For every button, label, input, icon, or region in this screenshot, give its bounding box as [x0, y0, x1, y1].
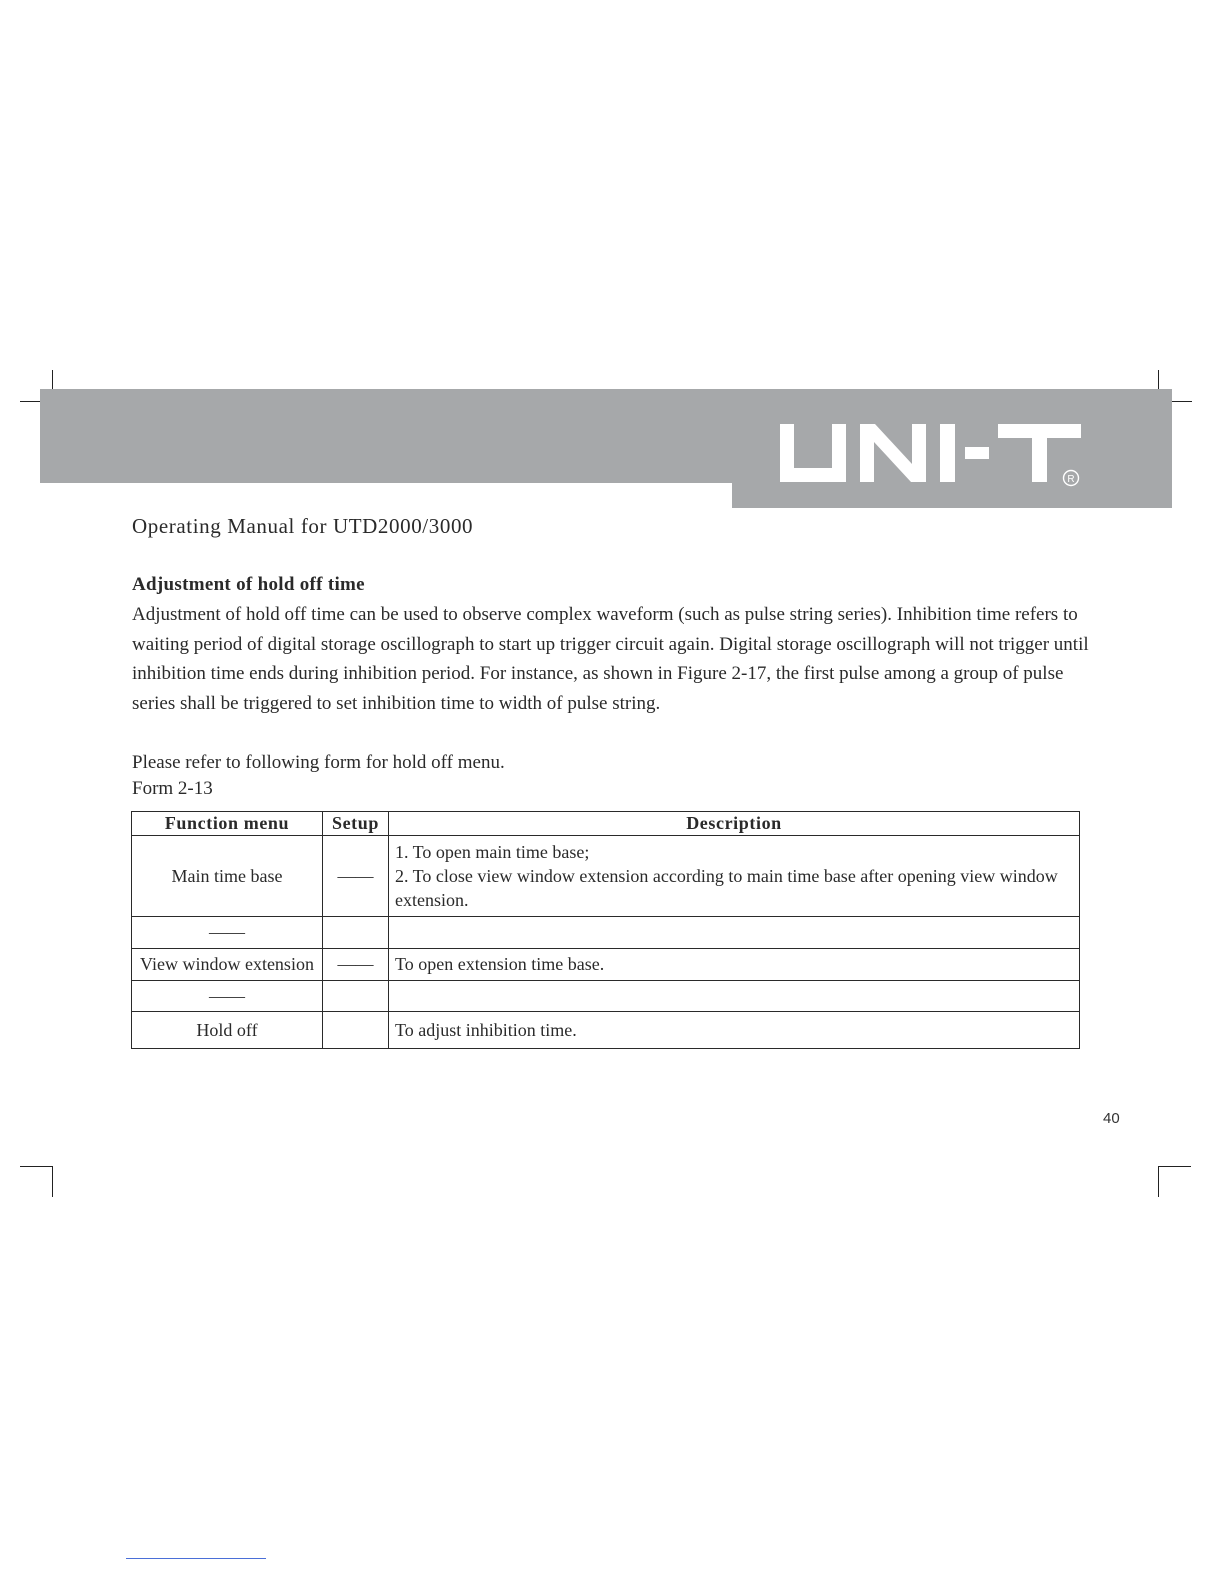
- table-row: [132, 836, 1080, 917]
- header-description: Description: [389, 812, 1080, 836]
- crop-mark: [52, 1166, 53, 1197]
- bottom-rule: [126, 1558, 266, 1559]
- brand-logo: [776, 412, 1086, 492]
- crop-mark: [1172, 401, 1192, 402]
- cell-setup: [323, 1012, 389, 1049]
- cell-function: ——: [132, 981, 323, 1012]
- svg-text:R: R: [1067, 474, 1075, 485]
- table-row: [132, 948, 1080, 980]
- section-body: Adjustment of hold off time can be used to observe complex waveform (such as pulse string series). Inhibition time refers to waiting period of digital storage oscillograph to start up trigger circuit again. Digital storage oscillograph will not trigger until inhibition time ends during inhibition period. For instance, as shown in Figure 2-17, the first pulse among a group of pulse series shall be triggered to set inhibition time to width of pulse string.: [132, 604, 1089, 714]
- table-row: [132, 1012, 1080, 1049]
- cell-function: ——: [132, 917, 323, 948]
- section-heading: Adjustment of hold off time: [132, 574, 365, 595]
- crop-mark: [20, 401, 40, 402]
- cell-description: [389, 917, 1080, 948]
- description-line: 2. To close view window extension according to main time base after opening view window extension.: [395, 866, 1058, 911]
- page-number: 40: [1103, 1110, 1120, 1127]
- cell-function: Main time base: [132, 836, 323, 917]
- section-refer: Please refer to following form for hold off menu.: [132, 752, 505, 773]
- registered-mark-icon: [1064, 471, 1079, 486]
- cell-function: View window extension: [132, 948, 323, 980]
- table-header-row: [132, 812, 1080, 836]
- table-row: [132, 917, 1080, 948]
- crop-mark: [1158, 1166, 1191, 1167]
- cell-description: [389, 981, 1080, 1012]
- cell-description: [389, 836, 1080, 917]
- crop-mark: [1158, 1166, 1159, 1197]
- crop-mark: [20, 1166, 53, 1167]
- description-line: 1. To open main time base;: [395, 842, 590, 863]
- cell-description: To open extension time base.: [389, 948, 1080, 980]
- manual-title: Operating Manual for UTD2000/3000: [132, 514, 474, 538]
- cell-function: Hold off: [132, 1012, 323, 1049]
- table-row: [132, 981, 1080, 1012]
- form-label: Form 2-13: [132, 778, 213, 799]
- header-function: Function menu: [132, 812, 323, 836]
- cell-setup: ——: [323, 836, 389, 917]
- cell-description: To adjust inhibition time.: [389, 1012, 1080, 1049]
- cell-setup: ——: [323, 948, 389, 980]
- hold-off-menu-table: [131, 811, 1080, 1049]
- cell-setup: [323, 981, 389, 1012]
- header-setup: Setup: [323, 812, 389, 836]
- cell-setup: [323, 917, 389, 948]
